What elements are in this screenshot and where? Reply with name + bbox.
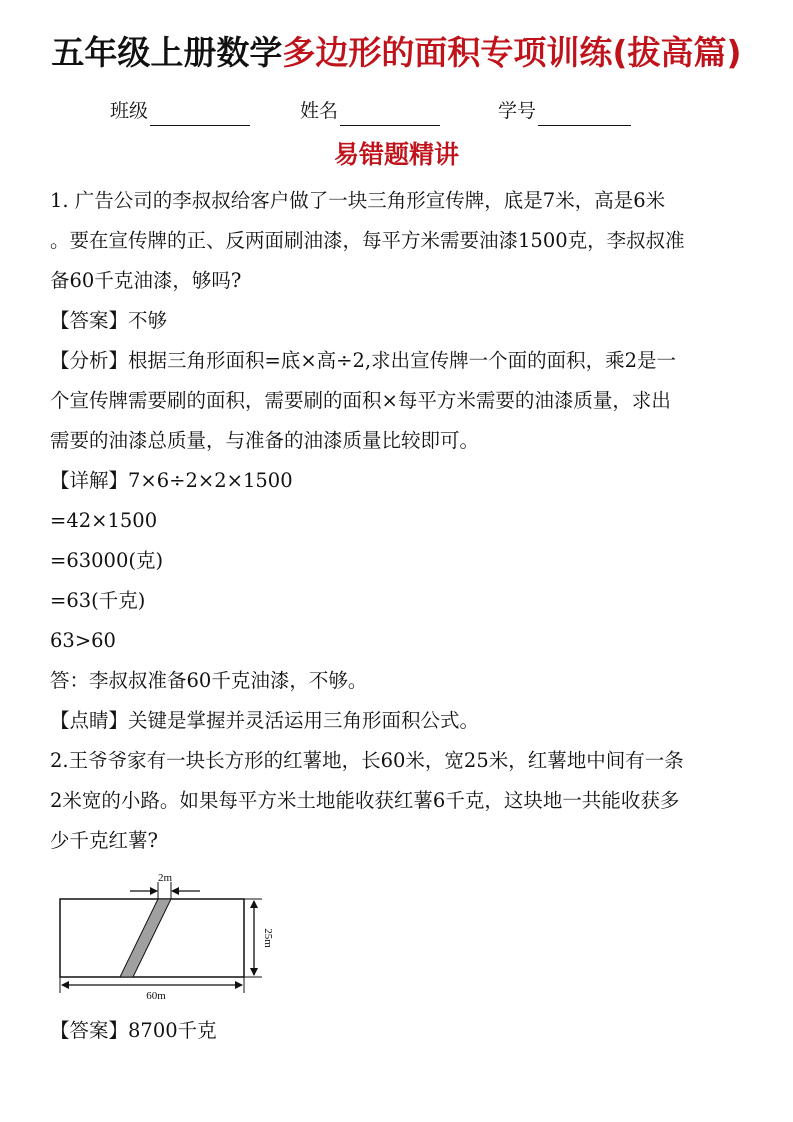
q1-analysis-line-1: 【分析】根据三角形面积=底×高÷2,求出宣传牌一个面的面积，乘2是一: [50, 349, 677, 372]
q1-solution-conclusion: 答：李叔叔准备60千克油漆，不够。: [50, 669, 368, 692]
q1-answer: 【答案】不够: [50, 309, 168, 332]
q2-text-line-3: 少千克红薯?: [50, 829, 158, 852]
q1-analysis-line-2: 个宣传牌需要刷的面积，需要刷的面积×每平方米需要的油漆质量，求出: [50, 389, 671, 412]
name-field[interactable]: [300, 96, 440, 126]
rectangle-field-diagram: [50, 864, 280, 1009]
q2-field-diagram: [50, 864, 280, 1009]
name-blank[interactable]: [340, 103, 440, 126]
q1-tip: 【点睛】关键是掌握并灵活运用三角形面积公式。: [50, 709, 480, 732]
section-title: 易错题精讲: [333, 140, 459, 169]
q1-text-line-1: 1. 广告公司的李叔叔给客户做了一块三角形宣传牌，底是7米，高是6米: [50, 189, 666, 212]
title-topic: 多边形的面积专项训练(拔高篇): [282, 33, 742, 72]
q1-solution-line-3: =63000(克): [50, 549, 164, 572]
q1-analysis-line-3: 需要的油漆总质量，与准备的油漆质量比较即可。: [50, 429, 480, 452]
path-width-label: 2m: [157, 872, 173, 884]
student-id-field[interactable]: [498, 96, 631, 126]
page-title: [0, 28, 793, 78]
q1-solution-line-1: 【详解】7×6÷2×2×1500: [50, 469, 293, 492]
q1-text-line-3: 备60千克油漆，够吗?: [50, 269, 242, 292]
q1-text-line-2: 。要在宣传牌的正、反两面刷油漆，每平方米需要油漆1500克，李叔叔准: [50, 229, 685, 252]
q2-text-line-2: 2米宽的小路。如果每平方米土地能收获红薯6千克，这块地一共能收获多: [50, 789, 680, 812]
height-label: 25m: [262, 928, 274, 948]
title-grade: 五年级上册数学: [51, 33, 283, 72]
class-field[interactable]: [110, 96, 250, 126]
q1-solution-line-4: =63(千克): [50, 589, 146, 612]
student-id-label: 学号: [498, 100, 537, 122]
length-label: 60m: [146, 990, 166, 1002]
class-label: 班级: [110, 100, 149, 122]
class-blank[interactable]: [150, 103, 250, 126]
q2-text-line-1: 2.王爷爷家有一块长方形的红薯地，长60米，宽25米，红薯地中间有一条: [50, 749, 684, 772]
name-label: 姓名: [300, 100, 339, 122]
q1-solution-line-5: 63>60: [50, 629, 116, 652]
q2-answer: 【答案】8700千克: [50, 1019, 217, 1042]
q1-solution-line-2: =42×1500: [50, 509, 158, 532]
student-id-blank[interactable]: [538, 103, 631, 126]
